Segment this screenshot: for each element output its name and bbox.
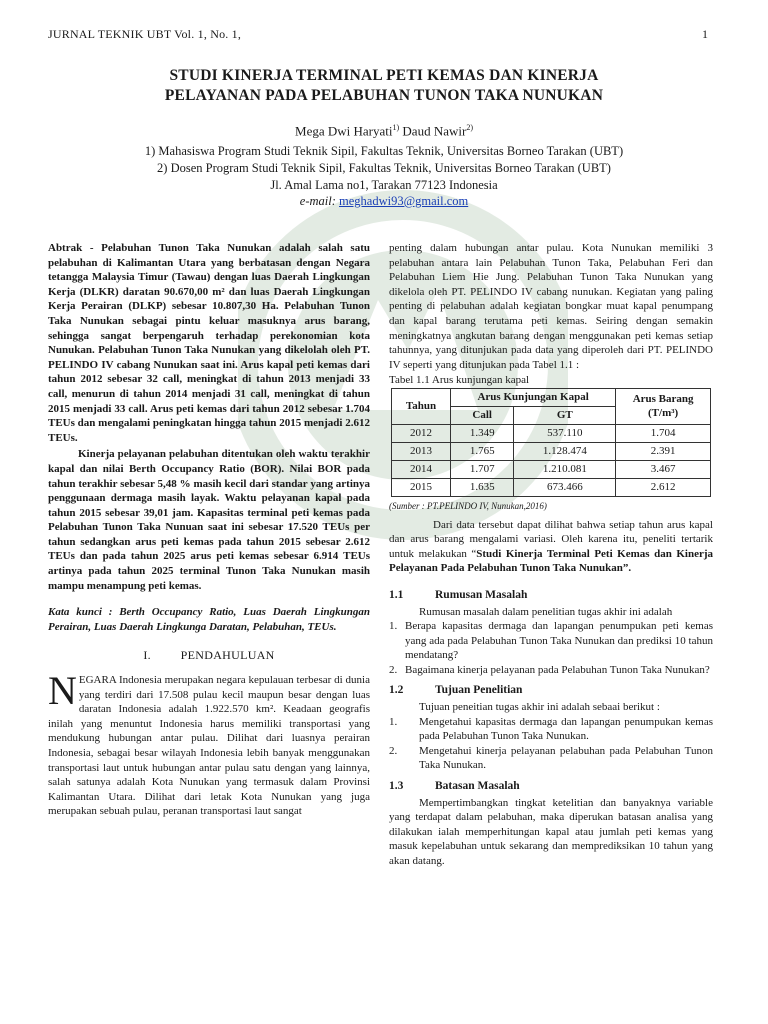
table-header-call: Call	[451, 406, 514, 424]
body-paragraph: Mempertimbangkan tingkat ketelitian dan banyaknya variable yang terdapat dalam pelabuhan, maka diperukan batasan analisa yang dilakukan ialah memperhitungan kapal atau jumlah peti kemas yang masuk kepelabuhan untuk sekarang dan memprediksikan 10 tahun yang akan datang.	[389, 796, 713, 867]
intro-paragraph: NEGARA Indonesia merupakan negara kepulauan terbesar di dunia yang terdiri dari 17.508 pulau kecil maupun besar dengan luas daratan Indonesia adalah 1.922.570 km². Keadaan geografis inilah yang menuntut Indonesia harus memiliki transportasi yang mendukung hubungan antar pulau. Dilihat dari luasnya perairan Indonesia, sebagai besar wilayah Indonesia lebih banyak menggunakan transportasi laut untuk hubungan antar pulau satu dengan yang lainnya, salah satunya adalah Kota Nunukan yang termasuk dalam Provinsi Kalimantan Utara. Dilihat dari letak Kota Nunukan yang juga merupakan sebuah pulau, peranan transportasi laut sangat	[48, 668, 370, 818]
table-header-gt: GT	[514, 406, 616, 424]
subsection-heading-1-1: 1.1 Rumusan Masalah	[389, 588, 528, 601]
list	[389, 619, 713, 677]
data-table	[391, 388, 711, 497]
body-paragraph: Dari data tersebut dapat dilihat bahwa setiap tahun arus kapal dan arus barang mengalami variasi. Oleh karena itu, peneliti tertarik untuk melakukan “Studi Kinerja Terminal Peti Kemas dan Kinerja Pelayanan Pada Pelabuhan Tunon Taka Nunukan”.	[389, 518, 713, 575]
list-item: 2. Bagaimana kinerja pelayanan pada Pelabuhan Tunon Taka Nunukan?	[389, 663, 710, 676]
table-row: 2013 1.765 1.128.474 2.391	[392, 442, 711, 460]
table-header-group: Arus Kunjungan Kapal	[451, 388, 616, 406]
body-paragraph: penting dalam hubungan antar pulau. Kota Nunukan memiliki 3 pelabuhan antara lain Pelabuhan Tunon Taka, Pelabuhan Feri dan Pelabuhan Liem Hie Jung. Pelabuhan Tunon Taka Nunukan yang dikelola oleh PT. PELINDO IV cabang nunukan. Kegiatan yang paling penting di pelabuhan adalah kegiatan bongkar muat kapal penumpang dan kapal barang terutama peti kemas. Seiring dengan semakin meningkatnya angkutan barang dengan menggunakan peti kemas setiap tahunnya, yang ditunjukan pada data yang diperoleh dari PT. PELINDO IV seperti yang ditunjukan pada Tabel 1.1 :	[389, 242, 713, 371]
table-source: (Sumber : PT.PELINDO IV, Nunukan,2016)	[389, 500, 547, 511]
abstract-paragraph-2: Kinerja pelayanan pelabuhan ditentukan oleh waktu terakhir kapal dan nilai Berth Occupancy Ratio (BOR). Nilai BOR pada tahun terakhir sebesar 5,48 % masih kecil dari standar yang artinya penggunaan dermaga masih layak. Waktu pelayanan kapal pada tahun 2015 sebesar 39,01 jam. Kapasitas terminal peti kemas pada Pelabuhan Tunon Taka Nunuan saat ini sebesar 17.520 TEUs per tahun sedangkan arus peti kemas pada tahun 2015 sebesar 2.612 TEUs dan pada tahun 2025 arus peti kemas sebesar 6.914 TEUs artinya pada tahun 2025 terminal Tunon Taka Nunukan masih mampu menampung peti kemas.	[48, 448, 370, 592]
journal-header: JURNAL TEKNIK UBT Vol. 1, No. 1,	[48, 27, 242, 41]
keywords: Kata kunci : Berth Occupancy Ratio, Luas Daerah Lingkungan Perairan, Luas Daerah Lingkunga Daratan, Pelabuhan, TEUs.	[48, 606, 370, 633]
list	[389, 715, 713, 773]
email-link[interactable]: meghadwi93@gmail.com	[339, 194, 469, 208]
table-header-goods: Arus Barang (T/m³)	[616, 388, 711, 424]
address: Jl. Amal Lama no1, Tarakan 77123 Indonesia	[270, 178, 498, 192]
author-name: Daud Nawir	[402, 123, 467, 139]
subsection-heading-1-2: 1.2 Tujuan Penelitian	[389, 684, 523, 697]
author-line: Mega Dwi Haryati$^{1)}$ Daud Nawir$^{2)}$	[295, 123, 473, 139]
affiliation-1: 1) Mahasiswa Program Studi Teknik Sipil, Fakultas Teknik, Universitas Borneo Tarakan (UBT)	[144, 144, 624, 158]
body-paragraph: Tujuan peneitian tugas akhir ini adalah sebaai berikut :	[419, 701, 660, 714]
table-caption: Tabel 1.1 Arus kunjungan kapal	[389, 374, 530, 387]
list-item: 2. Mengetahui kinerja pelayanan pelabuhan pada Pelabuhan Tunon Taka Nunukan.	[389, 744, 713, 772]
table-row: 2015 1.635 673.466 2.612	[392, 478, 711, 496]
table-row: 2012 1.349 537.110 1.704	[392, 424, 711, 442]
list-item: 1. Berapa kapasitas dermaga dan lapangan penumpukan peti kemas yang ada pada Pelabuhan Tunon Taka Nunukan dan prediksi 10 tahun mendatang?	[389, 620, 713, 662]
list-item: 1. Mengetahui kapasitas dermaga dan lapangan penumpukan kemas pada Pelabuhan Tunon Taka Nunukan.	[389, 715, 713, 743]
abstract-paragraph-1: Abtrak - Pelabuhan Tunon Taka Nunukan adalah salah satu pelabuhan di Kalimantan Utara yang berbatasan dengan Negara tetangga Malaysia Timur (Tawau) dengan luas Daerah Lingkungan Kerja (DLKR) daratan 90.670,00 m² dan luas Daerah Lingkungan Kerja Perairan (DLKP) sebesar 10.807,30 Ha. Pelabuhan Tunon Taka Nunukan sebagai pintu keluar masuknya arus barang, sehingga sangat berpengaruh terhadap perekonomian kota Nunukan. Pelabuhan Tunon Taka Nunukan yang dikelolah oleh PT. PELINDO IV cabang Nunukan saat ini. Arus kapal peti kemas dari tahun 2012 sebesar 32 call, meningkat di tahun 2013 menjadi 33 call, menurun di tahun 2014 menjadi 31 call, meningkat di tahun 2015 menjadi 33 call. Arus peti kemas dari tahun 2012 sebesar 1.704 TEUs dan mengalami peningkatan hingga tahun 2015 menjadi 2.612 TEUs.	[48, 242, 370, 444]
table-header-year: Tahun	[392, 388, 451, 424]
table-row: 2014 1.707 1.210.081 3.467	[392, 460, 711, 478]
abstract	[48, 241, 370, 593]
page-number: 1	[702, 27, 708, 41]
affiliation-2: 2) Dosen Program Studi Teknik Sipil, Fakultas Teknik, Universitas Borneo Tarakan (UBT)	[157, 161, 611, 175]
subsection-heading-1-3: 1.3 Batasan Masalah	[389, 780, 520, 793]
paper-title: STUDI KINERJA TERMINAL PETI KEMAS DAN KINERJA PELAYANAN PADA PELABUHAN TUNON TAKA NUNUKAN	[164, 67, 604, 104]
drop-cap: N	[48, 668, 77, 714]
body-paragraph: Rumusan masalah dalam penelitian tugas akhir ini adalah	[419, 605, 673, 618]
author-name: Mega Dwi Haryati	[295, 123, 393, 139]
left-column	[48, 241, 370, 819]
section-heading-pendahuluan: I. PENDAHULUAN	[143, 648, 275, 663]
right-column	[389, 241, 713, 869]
email-line: e-mail: meghadwi93@gmail.com	[299, 194, 469, 208]
